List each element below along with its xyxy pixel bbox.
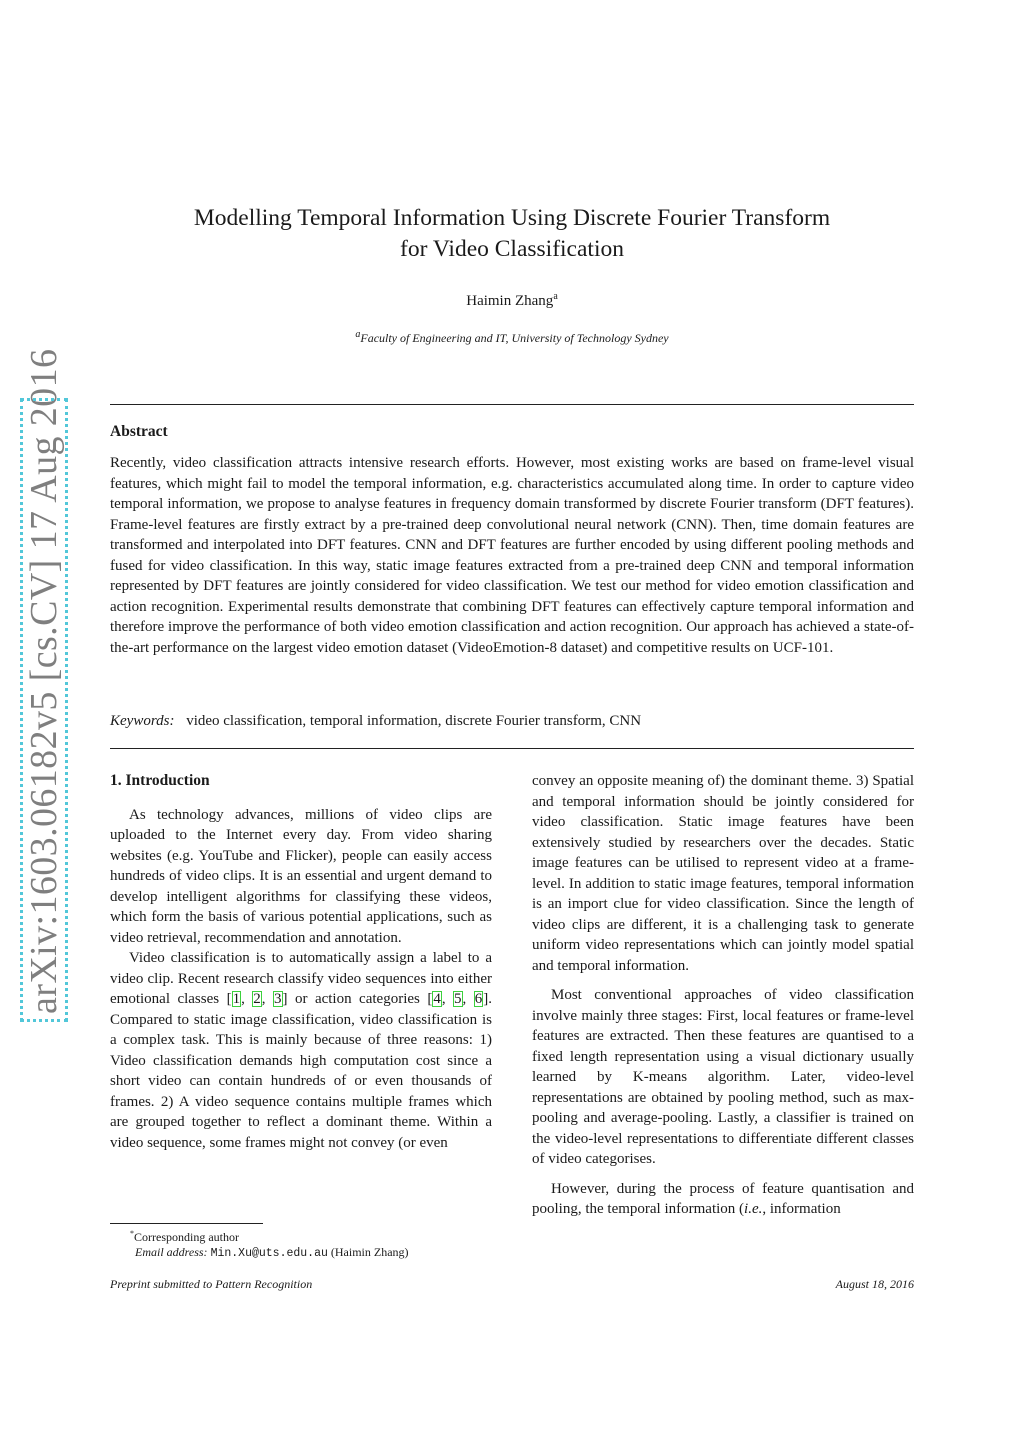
keywords-label: Keywords:	[110, 713, 175, 729]
intro-paragraph-4	[532, 1179, 914, 1220]
left-column	[110, 771, 492, 1153]
intro-paragraph-2-continued: convey an opposite meaning of) the dominant theme. 3) Spatial and temporal information should be jointly considered for video classification. Static image features have been extensively studied by researchers over the decades. Static image features can be utilised to represent video at a frame-level. In addition to static image features, temporal information is an import clue for video classification. Since the length of video clips are different, it is a challenging task to generate uniform video representations which can jointly model spatial and temporal information.	[532, 773, 914, 974]
abstract-text: Recently, video classification attracts intensive research efforts. However, most existing works are based on frame-level visual features, which might fail to model the temporal information, e.g. characteristics accumulated along time. In order to capture video temporal information, we propose to analyse features in frequency domain transformed by discrete Fourier transform (DFT features). Frame-level features are firstly extract by a pre-trained deep convolutional neural network (CNN). Then, time domain features are transformed and interpolated into DFT features. CNN and DFT features are further encoded by using different pooling methods and fused for video classification. In this way, static image features extracted from a pre-trained deep CNN and temporal information represented by DFT features are jointly considered for video classification. We test our method for video emotion classification and action recognition. Experimental results demonstrate that combining DFT features can effectively capture temporal information and therefore improve the performance of both video emotion classification and action recognition. Our approach has achieved a state-of-the-art performance on the largest video emotion dataset (VideoEmotion-8 dataset) and competitive results on UCF-101.	[110, 455, 914, 656]
email-address[interactable]: Min.Xu@uts.edu.au	[210, 1247, 328, 1260]
citation-link[interactable]: 6	[474, 991, 483, 1007]
arxiv-identifier: arXiv:1603.06182v5 [cs.CV] 17 Aug 2016	[22, 400, 66, 1020]
email-name: (Haimin Zhang)	[330, 1245, 409, 1259]
footnote-corresponding-text: Corresponding author	[134, 1230, 239, 1244]
intro-paragraph-1: As technology advances, millions of video clips are uploaded to the Internet every day. From video sharing websites (e.g. YouTube and Flicker), people can easily access hundreds of video clips. It is an essential and urgent demand to develop intelligent algorithms for classifying these videos, which form the basis of various potential applications, such as video retrieval, recommendation and annotation.	[110, 806, 492, 946]
affiliation	[110, 329, 914, 346]
footer-preprint: Preprint submitted to Pattern Recognition	[110, 1277, 313, 1291]
citation-link[interactable]: 1	[232, 991, 241, 1007]
p4-text-a: However, during the process of feature quantisation and pooling, the temporal information (	[532, 1180, 914, 1217]
p2-text-a: Video classification is to automatically assign a label to a video clip. Recent research classify video sequences into either emotional classes [	[110, 950, 492, 1007]
author-affil-mark: a	[553, 291, 558, 302]
section-heading-introduction: 1. Introduction	[110, 772, 210, 789]
citation-link[interactable]: 2	[253, 991, 261, 1007]
p2-text-c: ]. Compared to static image classification, video classification is a complex task. This is mainly because of three reasons: 1) Video classification demands high computation cost since a short video can contain hundreds of or even thousands of frames. 2) A video sequence contains multiple frames which are grouped together to reflect a dominant theme. Within a video sequence, some frames might not convey (or even	[110, 991, 493, 1151]
right-column	[532, 771, 914, 1220]
abstract-top-rule	[110, 404, 914, 405]
intro-paragraph-3: Most conventional approaches of video classification involve mainly three stages: First, local features or frame-level features are extracted. Then these features are quantised to a fixed length representation using a visual dictionary usually learned by K-means algorithm. Later, video-level representations are obtained by pooling method, such as max-pooling and average-pooling. Lastly, a classifier is trained on the video-level representations to differentiate different classes of video categorises.	[532, 987, 914, 1167]
citation-link[interactable]: 5	[454, 991, 462, 1007]
abstract-bottom-rule	[110, 748, 914, 749]
footnote-mark: *	[130, 1229, 134, 1238]
p4-ie: i.e.	[744, 1201, 763, 1217]
keywords-text: video classification, temporal information, discrete Fourier transform, CNN	[186, 713, 642, 729]
author	[110, 291, 914, 310]
title-line-2: for Video Classification	[400, 236, 624, 262]
footnote-corresponding	[130, 1229, 239, 1245]
intro-paragraph-2: Video classification is to automatically assign a label to a video clip. Recent research classify video sequences into either emotional classes [1, 2, 3] or action categories [4, 5, 6]. Compared to static image classification, video classification is a complex task. This is mainly because of three reasons: 1) Video classification demands high computation cost since a short video can contain hundreds of or even thousands of frames. 2) A video sequence contains multiple frames which are grouped together to reflect a dominant theme. Within a video sequence, some frames might not convey (or even	[110, 950, 493, 1151]
paper-title	[110, 203, 914, 265]
citation-link[interactable]: 4	[433, 991, 441, 1007]
footnote-rule	[110, 1223, 263, 1224]
affil-mark: a	[355, 329, 361, 340]
author-name: Haimin Zhang	[466, 293, 554, 309]
email-label: Email address:	[135, 1245, 208, 1259]
footer-date: August 18, 2016	[835, 1277, 914, 1291]
p2-text-b: ] or action categories [	[282, 991, 433, 1007]
affiliation-text: Faculty of Engineering and IT, University of Technology Sydney	[360, 331, 669, 345]
keywords	[110, 713, 641, 730]
footnote-email	[135, 1245, 409, 1260]
p4-text-b: , information	[762, 1201, 841, 1217]
title-line-1: Modelling Temporal Information Using Discrete Fourier Transform	[193, 205, 831, 231]
abstract-heading: Abstract	[110, 423, 168, 440]
citation-link[interactable]: 3	[274, 991, 282, 1007]
